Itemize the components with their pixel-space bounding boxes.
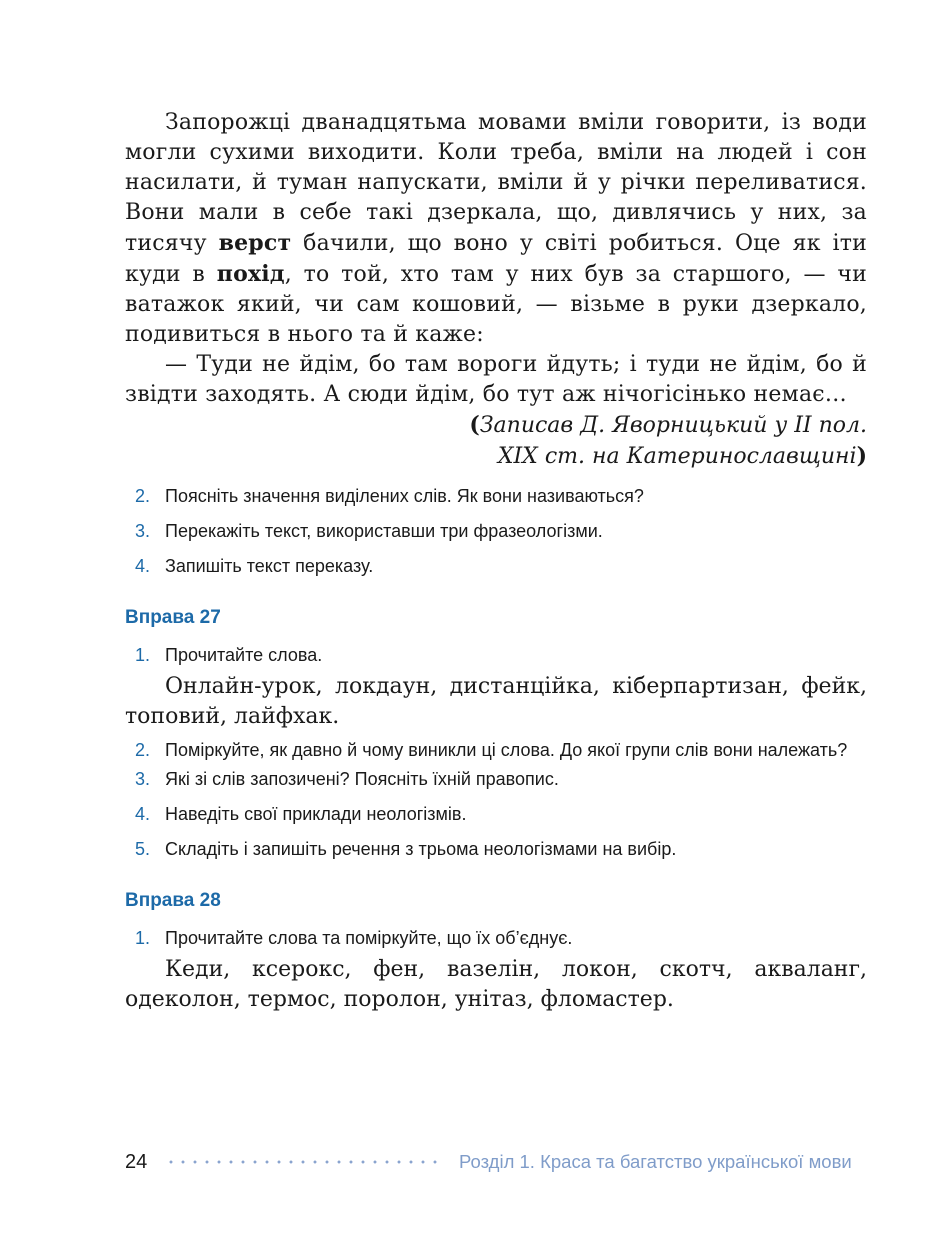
text-paragraph-2: — Туди не йдім, бо там вороги йдуть; і туди не йдім, бо й звідти заходять. А сюди йдім, бо тут аж нічогісінько немає…: [125, 352, 867, 407]
citation-line-1: Записав Д. Яворницький у ІІ пол.: [479, 413, 867, 438]
task-number: 2.: [135, 486, 151, 506]
task-number: 3.: [135, 769, 151, 789]
citation-open-paren: (: [469, 412, 480, 438]
task-list-28: [125, 926, 867, 950]
chapter-title: Розділ 1. Краса та багатство української мови: [459, 1151, 852, 1172]
task-item: [125, 554, 867, 578]
task-number: 3.: [135, 521, 151, 541]
task-item: [125, 643, 867, 667]
task-item: [125, 802, 867, 826]
task-text: Прочитайте слова.: [165, 645, 323, 665]
text-fragment: бачили, що воно у світі робиться. Оце як іти куди в: [125, 231, 867, 287]
task-item: [125, 926, 867, 950]
task-number: 1.: [135, 928, 151, 948]
task-item: [125, 837, 867, 861]
task-text: Складіть і запишіть речення з трьома неологізмами на вибір.: [165, 839, 677, 859]
task-item: [125, 767, 867, 791]
exercise-28-words: Кеди, ксерокс, фен, вазелін, локон, скотч, акваланг, одеколон, термос, поролон, унітаз, фломастер.: [125, 957, 867, 1012]
task-item: [125, 519, 867, 543]
highlighted-word-verst: верст: [218, 230, 292, 256]
task-text: Наведіть свої приклади неологізмів.: [165, 804, 467, 824]
task-text: Запишіть текст переказу.: [165, 556, 374, 576]
citation: [125, 410, 867, 472]
task-item: [125, 484, 867, 508]
task-text: Перекажіть текст, використавши три фразеологізми.: [165, 521, 603, 541]
task-number: 4.: [135, 556, 151, 576]
task-number: 1.: [135, 645, 151, 665]
text-fragment: , то той, хто там у них був за старшого, — чи ватажок який, чи сам кошовий, — візьме в руки дзеркало, подивиться в нього та й каже:: [125, 262, 867, 347]
exercise-27-words: Онлайн-урок, локдаун, дистанційка, кіберпартизан, фейк, топовий, лайфхак.: [125, 674, 867, 729]
task-text: Прочитайте слова та поміркуйте, що їх об’єднує.: [165, 928, 573, 948]
text-paragraph-1: [125, 108, 867, 350]
task-list-26: [125, 484, 867, 578]
task-item: [125, 738, 867, 762]
exercise-27-title: Вправа 27: [125, 607, 221, 628]
page-number: 24: [125, 1150, 148, 1173]
task-list-27a: [125, 643, 867, 667]
page-content: [125, 108, 867, 1015]
task-text: Поясніть значення виділених слів. Як вони називаються?: [165, 486, 644, 506]
task-number: 4.: [135, 804, 151, 824]
citation-line-2: ХІХ ст. на Катеринославщині: [497, 444, 857, 469]
citation-close-paren: ): [856, 443, 867, 469]
task-list-27b: [125, 738, 867, 861]
task-number: 2.: [135, 740, 151, 760]
page-footer: [125, 1148, 867, 1176]
task-number: 5.: [135, 839, 151, 859]
highlighted-word-pokhid: похід: [216, 261, 285, 287]
task-text: Які зі слів запозичені? Поясніть їхній правопис.: [165, 769, 559, 789]
task-text: Поміркуйте, як давно й чому виникли ці слова. До якої групи слів вони належать?: [165, 740, 848, 760]
exercise-28-title: Вправа 28: [125, 890, 221, 911]
footer-dotted-leader: [165, 1160, 445, 1164]
text-fragment: Запорожці дванадцятьма мовами вміли говорити, із води могли сухими виходити. Коли треба, вміли на людей і сон насилати, й туман напускати, вміли й у річки переливатися. Вони мали в себе такі дзеркала, що, дивлячись у них, за тисячу: [125, 110, 867, 256]
